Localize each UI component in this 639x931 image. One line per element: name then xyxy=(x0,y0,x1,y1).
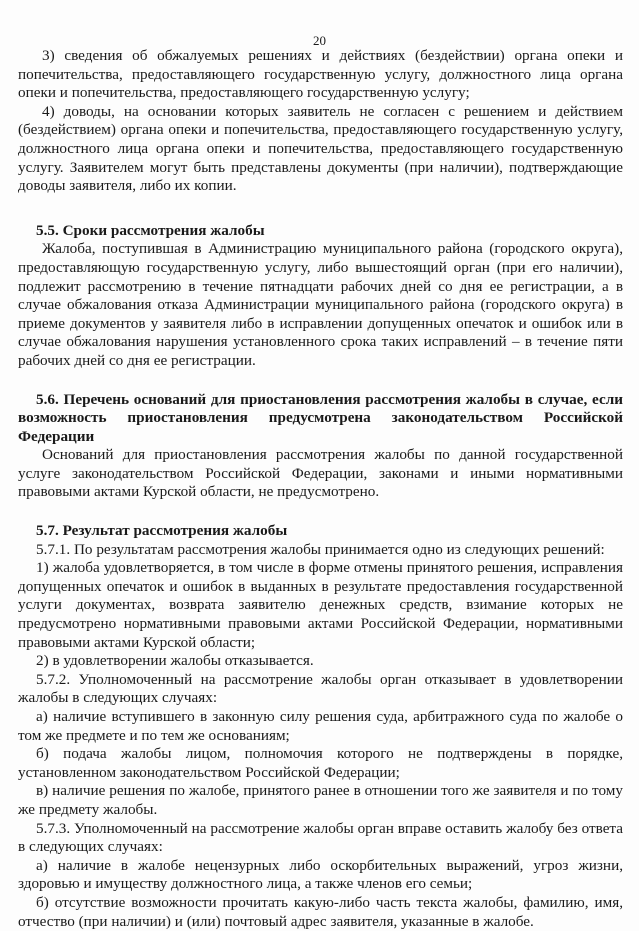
list-item-3: 3) сведения об обжалуемых решениях и действиях (бездействии) органа опеки и попечительства, предоставляющего государственную услугу, должностного лица органа опеки и попечительства, предоставляющего государственную услугу; xyxy=(18,47,623,102)
no-answer-item-a: а) наличие в жалобе нецензурных либо оскорбительных выражений, угроз жизни, здоровью и имуществу должностного лица, а также членов его семьи; xyxy=(18,856,623,893)
section-5-6-heading: 5.6. Перечень оснований для приостановления рассмотрения жалобы в случае, если возможность приостановления предусмотрена законодательством Российской Федерации xyxy=(18,390,623,445)
refusal-item-v: в) наличие решения по жалобе, принятого ранее в отношении того же заявителя и по тому же предмету жалобы. xyxy=(18,782,623,818)
refusal-item-a: а) наличие вступившего в законную силу решения суда, арбитражного суда по жалобе о том же предмете и по тем же основаниям; xyxy=(18,708,623,744)
page-content xyxy=(18,47,623,931)
decision-item-1: 1) жалоба удовлетворяется, в том числе в форме отмены принятого решения, исправления допущенных опечаток и ошибок в выданных в результате предоставления государственной услуги документах, возврата заявителю денежных средств, взимание которых не предусмотрено нормативными правовыми актами Российской Федерации, нормативными правовыми актами Курской области; xyxy=(18,559,623,651)
section-5-7-1-intro: 5.7.1. По результатам рассмотрения жалобы принимается одно из следующих решений: xyxy=(36,540,605,558)
decision-item-2: 2) в удовлетворении жалобы отказывается. xyxy=(36,652,314,670)
refusal-item-b: б) подача жалобы лицом, полномочия которого не подтверждены в порядке, установленном законодательством Российской Федерации; xyxy=(18,745,623,781)
list-item-4: 4) доводы, на основании которых заявитель не согласен с решением и действием (бездействием) органа опеки и попечительства, предоставляющего государственную услугу, должностного лица органа опеки и попечительства, предоставляющего государственную услугу. Заявителем могут быть представлены документы (при наличии), подтверждающие доводы заявителя, либо их копии. xyxy=(18,102,623,195)
section-5-7-2-intro: 5.7.2. Уполномоченный на рассмотрение жалобы орган отказывает в удовлетворении жалобы в следующих случаях: xyxy=(18,670,623,707)
section-5-5-text: Жалоба, поступившая в Администрацию муниципального района (городского округа), предоставляющую государственную услугу, либо вышестоящий орган (при его наличии), подлежит рассмотрению в течение пятнадцати рабочих дней со дня ее регистрации, а в случае обжалования отказа Администрации муниципального района (городского округа) в приеме документов у заявителя либо в исправлении допущенных опечаток и ошибок или в случае обжалования нарушения установленного срока таких исправлений – в течение пяти рабочих дней со дня ее регистрации. xyxy=(18,240,623,369)
no-answer-item-b: б) отсутствие возможности прочитать какую-либо часть текста жалобы, фамилию, имя, отчество (при наличии) и (или) почтовый адрес заявителя, указанные в жалобе. xyxy=(18,893,623,930)
section-5-5-heading: 5.5. Сроки рассмотрения жалобы xyxy=(36,221,265,239)
section-5-6-text: Оснований для приостановления рассмотрения жалобы по данной государственной услуге законодательством Российской Федерации, законами и иными нормативными правовыми актами Курской области, не предусмотрено. xyxy=(18,446,623,501)
section-5-7-3-intro: 5.7.3. Уполномоченный на рассмотрение жалобы орган вправе оставить жалобу без ответа в следующих случаях: xyxy=(18,819,623,856)
section-5-7-heading: 5.7. Результат рассмотрения жалобы xyxy=(36,522,288,540)
page-number: 20 xyxy=(313,33,326,48)
